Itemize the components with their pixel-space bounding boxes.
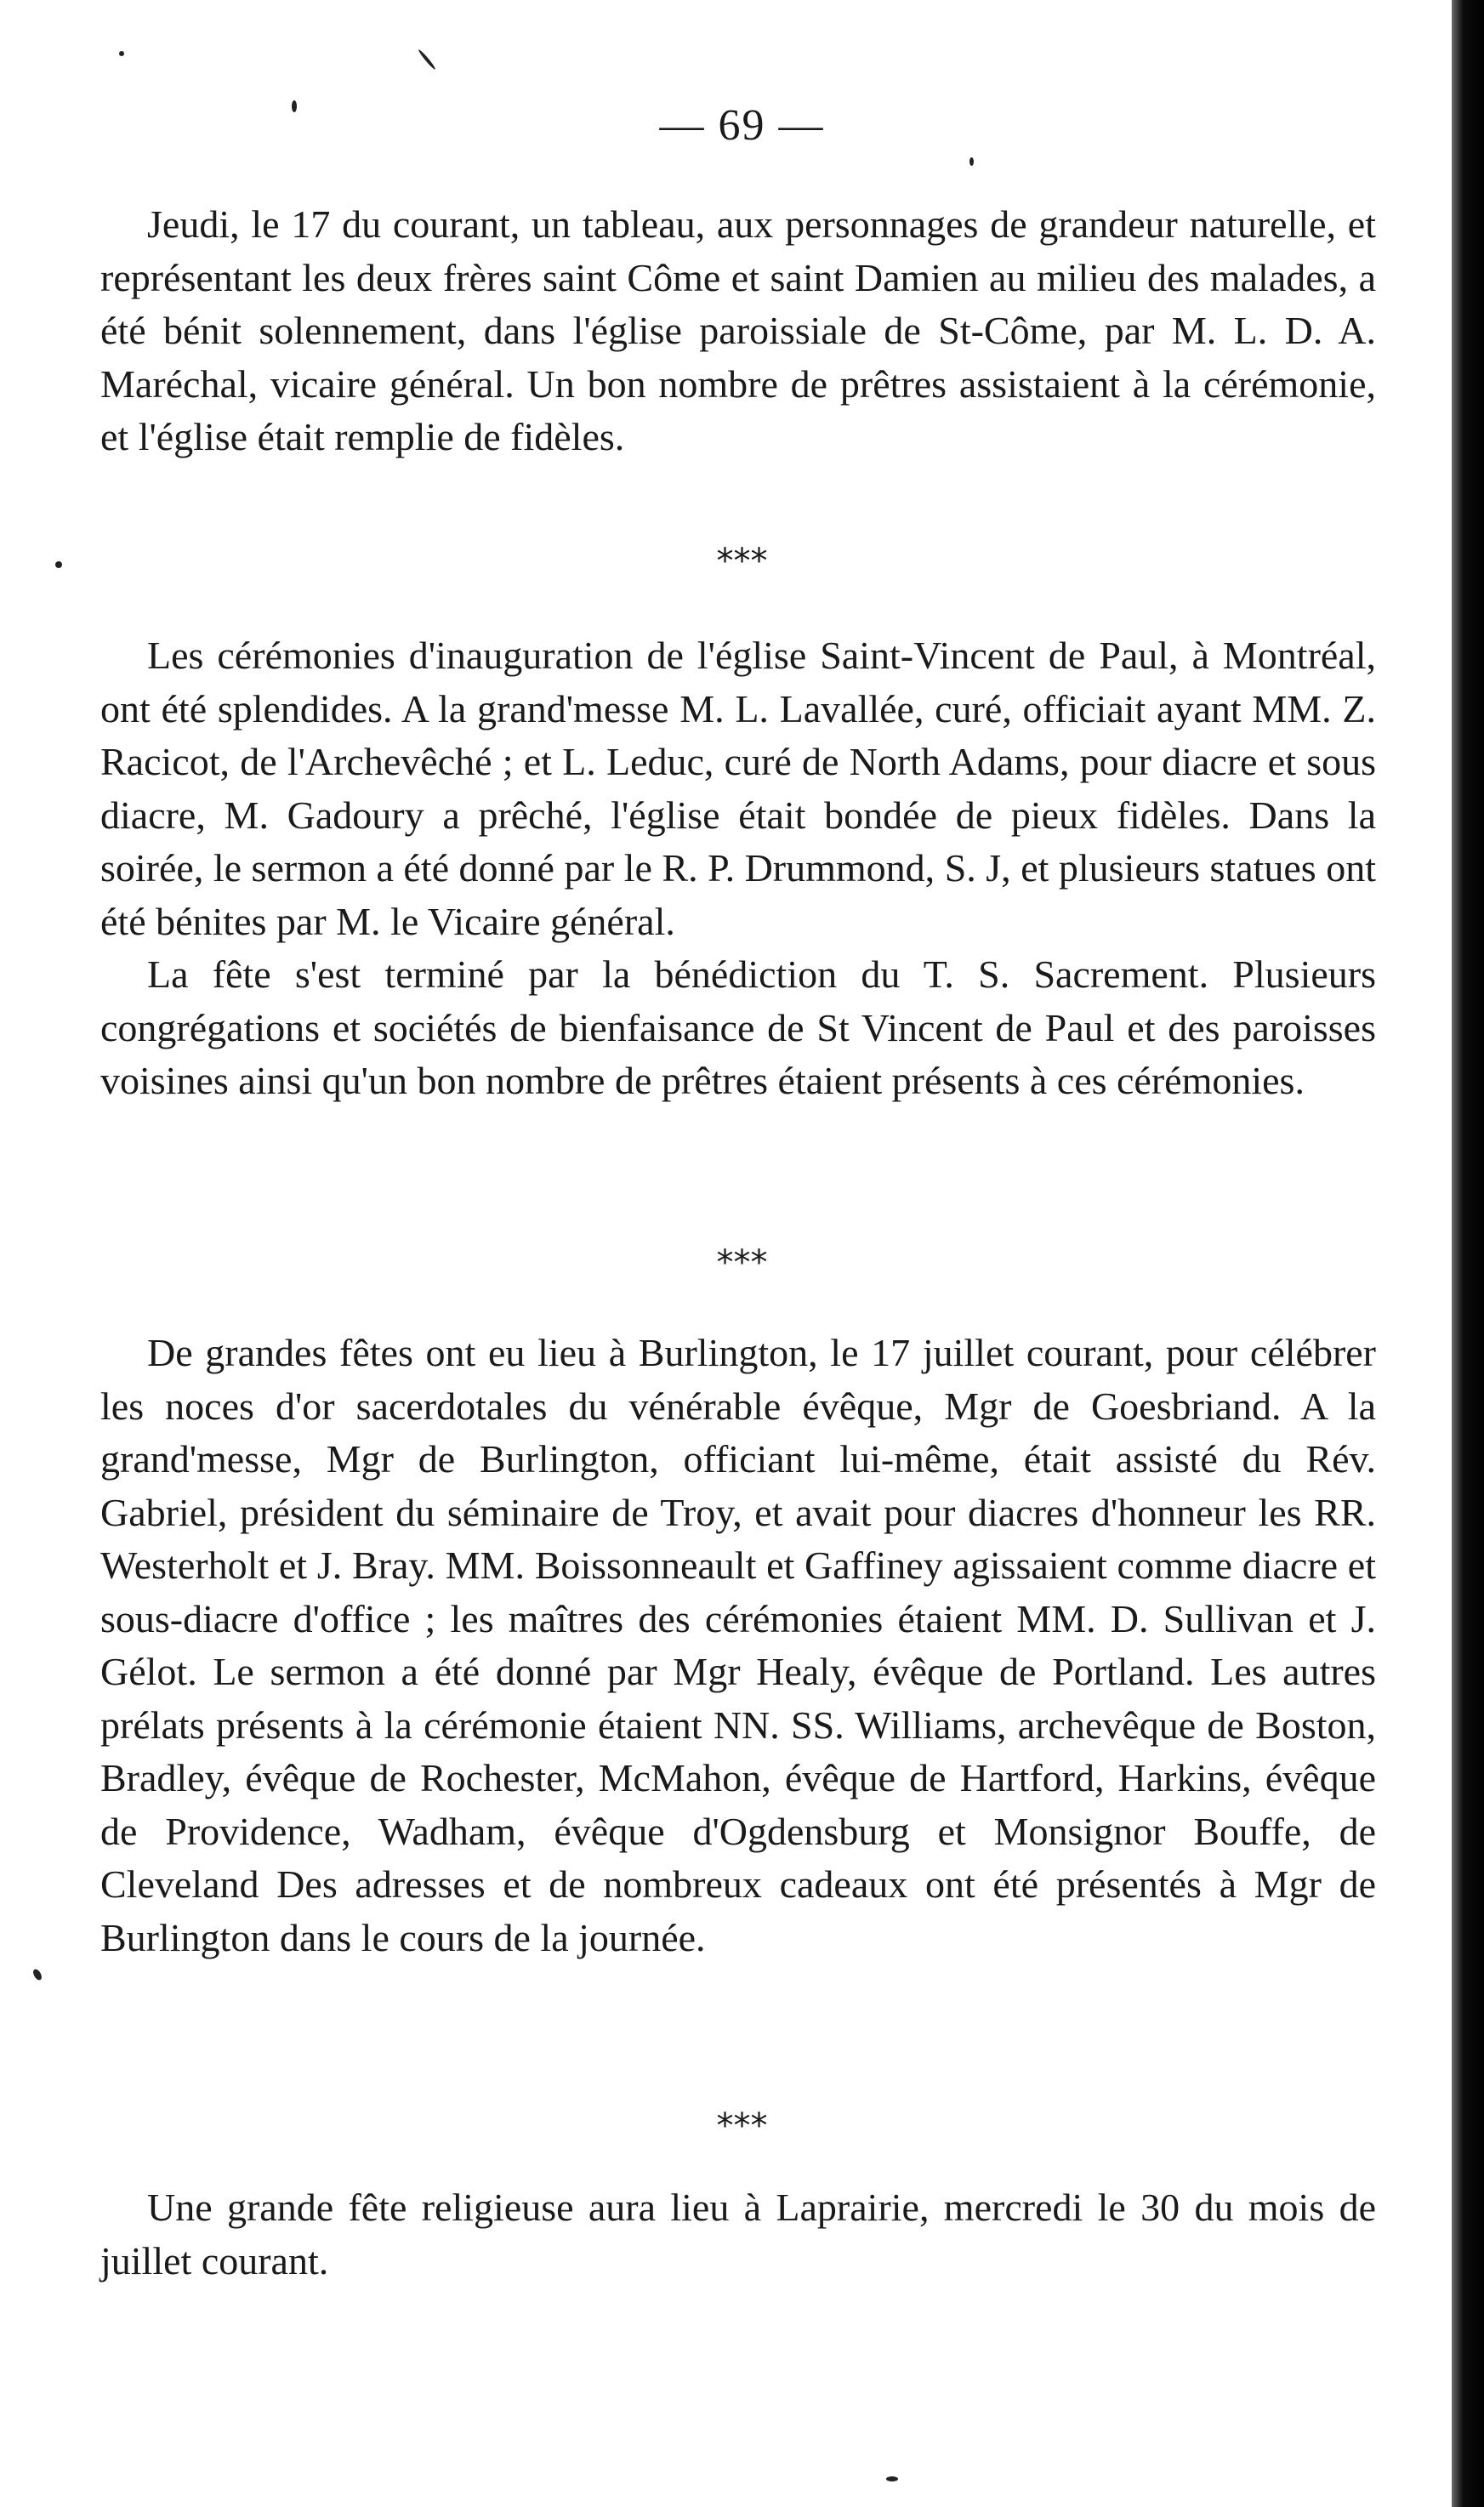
- scan-speck: [969, 157, 974, 166]
- paragraph-4: [100, 2181, 1376, 2288]
- paragraph-text: Les cérémonies d'inauguration de l'église Saint-Vincent de Paul, à Montréal, ont été splendides. A la grand'messe M. L. Lavallée, curé, officiait ayant MM. Z. Racicot, de l'Archevêché ; et L. Leduc, curé de North Adams, pour diacre et sous diacre, M. Gadoury a prêché, l'église était bondée de pieux fidèles. Dans la soirée, le sermon a été donné par le R. P. Drummond, S. J, et plusieurs statues ont été bénites par M. le Vicaire général.: [100, 634, 1376, 943]
- paragraph-1: [100, 198, 1376, 464]
- scan-speck: [119, 51, 124, 56]
- paragraph-text: De grandes fêtes ont eu lieu à Burlington, le 17 juillet courant, pour célébrer les noces d'or sacerdotales du vénérable évêque, Mgr de Goesbriand. A la grand'messe, Mgr de Burlington, officiant lui-même, était assisté du Rév. Gabriel, président du séminaire de Troy, et avait pour diacres d'honneur les RR. Westerholt et J. Bray. MM. Boissonneault et Gaffiney agissaient comme diacre et sous-diacre d'office ; les maîtres des cérémonies étaient MM. D. Sullivan et J. Gélot. Le sermon a été donné par Mgr Healy, évêque de Portland. Les autres prélats présents à la cérémonie étaient NN. SS. Williams, archevêque de Boston, Bradley, évêque de Rochester, McMahon, évêque de Hartford, Harkins, évêque de Providence, Wadham, évêque d'Ogdensburg et Monsignor Bouffe, de Cleveland Des adresses et de nombreux cadeaux ont été présentés à Mgr de Burlington dans le cours de la journée.: [100, 1331, 1376, 1959]
- paragraph-text: La fête s'est terminé par la bénédiction du T. S. Sacrement. Plusieurs congrégations et sociétés de bienfaisance de St Vincent de Paul et des paroisses voisines ainsi qu'un bon nombre de prêtres étaient présents à ces cérémonies.: [100, 952, 1376, 1102]
- paragraph-2: [100, 629, 1376, 1108]
- asterism-separator: ***: [716, 2106, 768, 2146]
- scan-speck: [886, 2476, 898, 2481]
- paragraph-text: Jeudi, le 17 du courant, un tableau, aux personnages de grandeur naturelle, et représentant les deux frères saint Côme et saint Damien au milieu des malades, a été bénit solennement, dans l'église paroissiale de St-Côme, par M. L. D. A. Maréchal, vicaire général. Un bon nombre de prêtres assistaient à la cérémonie, et l'église était remplie de fidèles.: [100, 202, 1376, 458]
- paragraph-text: Une grande fête religieuse aura lieu à Laprairie, mercredi le 30 du mois de juillet courant.: [100, 2186, 1376, 2282]
- asterism-separator: ***: [716, 1243, 768, 1282]
- scan-speck: [418, 48, 436, 71]
- paragraph-3: [100, 1327, 1376, 1964]
- page-number: — 69 —: [659, 101, 825, 150]
- asterism-separator: ***: [716, 542, 768, 581]
- scan-speck: [31, 1968, 43, 1981]
